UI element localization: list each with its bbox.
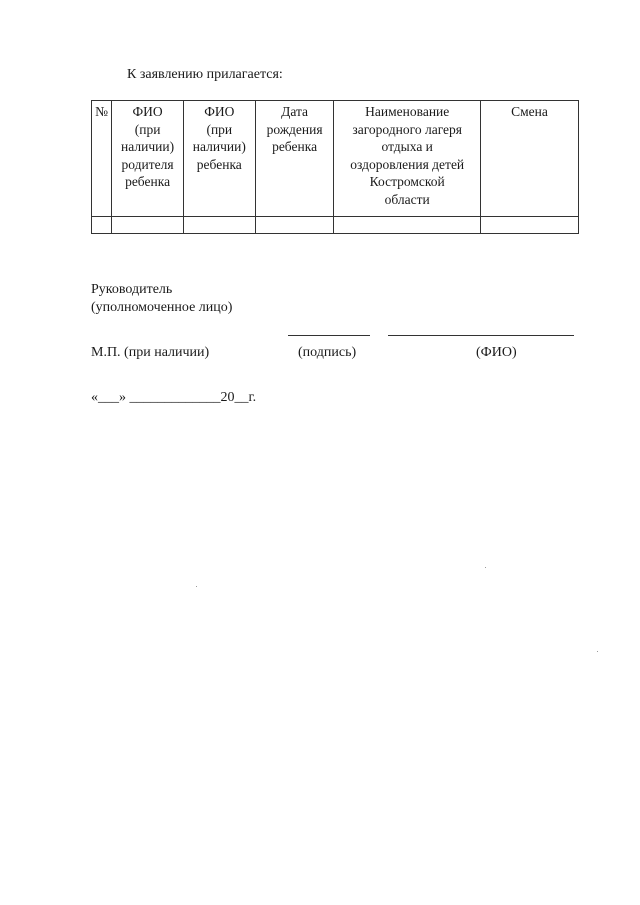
fio-caption: (ФИО) — [476, 345, 517, 360]
scan-speck — [196, 586, 197, 587]
header-shift: Смена — [480, 101, 578, 217]
attachment-table — [91, 100, 579, 234]
table-cell — [255, 217, 334, 234]
header-child-name: ФИО (при наличии) ребенка — [183, 101, 255, 217]
header-camp-name: Наименование загородного лагеря отдыха и оздоровления детей Костромской области — [334, 101, 481, 217]
table-cell — [112, 217, 184, 234]
table-cell — [92, 217, 112, 234]
table-cell — [183, 217, 255, 234]
table-cell — [334, 217, 481, 234]
signature-caption: (подпись) — [298, 345, 357, 360]
scan-speck — [485, 567, 486, 568]
fio-line — [388, 335, 574, 336]
head-label: Руководитель (уполномоченное лицо) — [91, 282, 233, 315]
seal-label: М.П. (при наличии) — [91, 345, 210, 360]
table-row — [92, 217, 579, 234]
attachment-intro: К заявлению прилагается: — [127, 67, 283, 82]
scan-speck — [597, 651, 598, 652]
header-parent-name: ФИО (при наличии) родителя ребенка — [112, 101, 184, 217]
date-line: «___» _____________20__г. — [91, 390, 257, 405]
header-birth-date: Дата рождения ребенка — [255, 101, 334, 217]
table-header-row — [92, 101, 579, 217]
header-number: № — [92, 101, 112, 217]
table-cell — [480, 217, 578, 234]
signature-line — [288, 335, 370, 336]
